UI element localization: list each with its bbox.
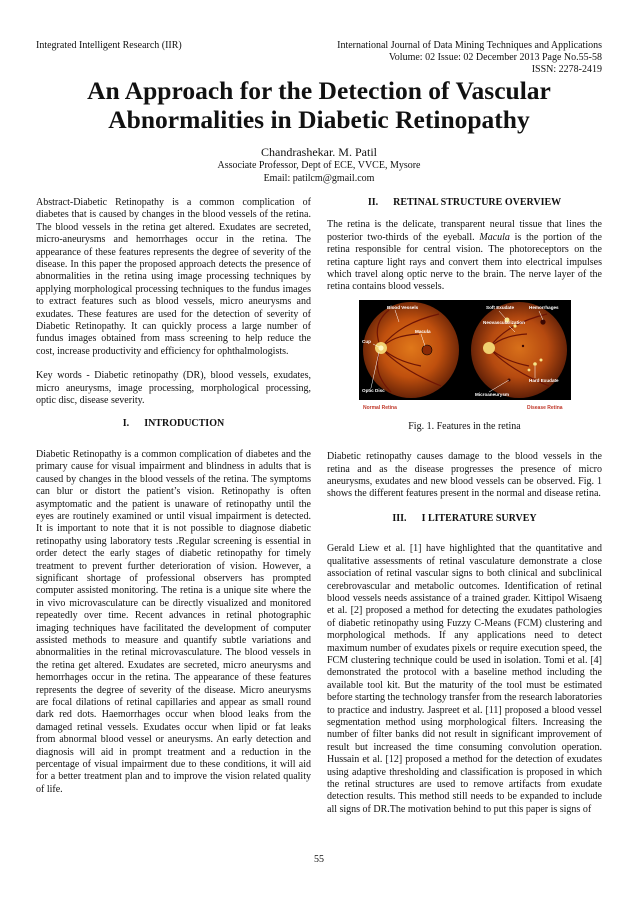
journal-issn: ISSN: 2278-2419 [531,64,602,75]
journal-volume: Volume: 02 Issue: 02 December 2013 Page No.55-58 [388,52,602,63]
label-optic-disc: Optic Disc [361,387,385,393]
page-number: 55 [314,854,324,865]
section-heading-literature-survey [327,513,602,525]
journal-info [272,40,602,76]
label-macula: Macula [414,328,431,334]
disease-optic-disc [483,342,495,354]
author-affiliation: Associate Professor, Dept of ECE, VVCE, Mysore [217,160,421,171]
section-number: III. [392,512,407,524]
paper-title: An Approach for the Detection of Vascular Abnormalities in Diabetic Retinopathy [87,76,551,134]
section-heading-retinal-structure [327,197,602,209]
section-heading-introduction [36,418,311,430]
section-title: I LITERATURE SURVEY [421,512,537,524]
section-number: I. [122,417,130,429]
retina-figure [359,300,571,413]
literature-survey-paragraph: Gerald Liew et al. [1] have highlighted that the quantitative and qualitative assessments of retinal vasculature demonstrate a close association of retinal vascular signs to both clinical and subclinical cerebrovascular and metabolic outcomes. Identification of retinal blood vessels needs assistance of a trained grader. Kittipol Wisaeng et al. [2] proposed a method for detecting the exudates pathologies of diabetic retinopathy using Fuzzy C-Means (FCM) clustering and morphological methods. If any applications need to detect maximum number of exudates pixels or require execution speed, the FCM clustering technique could be used in isolation. Tomi et al. [4] demonstrated the protocol with a baseline method including the available tool kit. But the maturity of the tool must be estimated before starting the technology transfer from the research laboratories to practice and industry. Jaspreet et al. [11] proposed a blood vessel segmentation method using morphological filters. Increasing the number of filter banks did not result in significant improvement of result but increased the time consuming convolution operation. Hussain et al. [12] proposed a method for the detection of exudates using adaptive thresholding and classification is proposed in which the retinal structures are used to remove artifacts from exudate detection results. This method still needs to be expanded to include all signs of DR.The motivation behind to put this paper is signs of [327,543,602,815]
author-block [0,145,638,185]
author-name: Chandrashekar. M. Patil [261,145,377,159]
left-column [36,197,311,796]
label-hemorrhages: Hemorrhages [528,304,559,310]
journal-name: International Journal of Data Mining Techniques and Applications [337,40,602,51]
keywords: Key words - Diabetic retinopathy (DR), blood vessels, exudates, micro aneurysms, image processing, morphological processing, optic disc, disease severity. [36,370,311,407]
right-column [327,197,602,816]
journal-publisher: Integrated Intelligent Research (IIR) [36,40,182,51]
abstract: Abstract-Diabetic Retinopathy is a common complication of diabetes that is caused by changes in the blood vessels of the retina. The blood vessels in the retina get altered. Exudates are secreted, micro-aneurysms and hemorrhages occur in the retina. The appearance of these features represents the degree of severity of the disease. In this paper the proposed approach detects the presence of abnormalities in the retina using image processing techniques by applying morphological processing techniques to the fundus images to extract features such as blood vessels, micro aneurysms and exudates. These features are used for the detection of severity of Diabetic Retinopathy. It can quickly process a large number of fundus images obtained from mass screening to help reduce the cost, increase productivity and efficiency for ophthalmologists. [36,197,311,357]
label-soft-exudate: Soft Exudate [485,304,514,310]
retina-paragraph: The retina is the delicate, transparent neural tissue that lines the posterior two-thirds of the eyeball. Macula is the portion of the retina responsible for central vision. The photoreceptors on the retina capture light rays and convert them into electrical impulses which travel along optic nerve to the brain. The nerve layer of the retina contains blood vessels. [327,219,603,293]
figure-caption: Fig. 1. Features in the retina [408,420,521,432]
label-blood-vessels: Blood Vessels [386,304,418,310]
label-microaneurysm: Microaneurysm [474,391,509,397]
label-normal-retina: Normal Retina [362,404,397,411]
cup-marker [378,345,383,350]
introduction-paragraph: Diabetic Retinopathy is a common complication of diabetes and the primary cause for visual impairment and blindness in adults that is caused by changes in the blood vessels of the retina. The symptoms can blur or distort the patient’s vision. Retinopathy is often asymptomatic and the patient is unaware of retinopathy until the eyes are routinely examined or until visual impairment is detected. It is important to note that it is not possible to diagnose diabetic retinopathy using laboratory tests .Regular screening is essential in order detect the early stages of diabetic retinopathy for timely treatment to prevent further deterioration of vision. However, a significant shortage of professional observers has prompted computer assisted monitoring. The retina is a unique site where the in vivo microvasculature can be directly visualized and monitored repeatedly over time. Recent advances in retinal photographic imaging techniques have facilitated the development of computer assisted methods to measure and quantify subtle variations and abnormalities in the retinal microvasculature. The blood vessels in the retina get altered. Exudates are secreted, micro aneurysms and hemorrhages occur in the retina. The appearance of these features represents the degree of severity of the disease. Micro aneurysms are focal dilations of retinal capillaries and appear as small round dark red dots. Haemorrhages occur when blood leaks from the damaged retinal vessels. Exudates occur when lipid or fat leaks from abnormal blood vessel or aneurysms. An early detection and diagnosis will aid in prompt treatment and a reduction in the percentage of visual impairment due to these conditions, it will aid for a better treatment plan and to improve the vision related quality of life. [36,448,311,795]
author-email: Email: patilcm@gmail.com [263,172,375,184]
label-cup: Cup [361,338,371,344]
macula-term: Macula [479,231,510,243]
label-hard-exudate: Hard Exudate [528,377,559,383]
diabetic-retinopathy-paragraph: Diabetic retinopathy causes damage to the blood vessels in the retina and as the disease progresses the presence of micro aneurysms, exudates and new blood vessels can be observed. Fig. 1 shows the different features present in the normal and disease retina. [327,451,602,500]
label-disease-retina: Disease Retina [526,404,563,411]
macula-marker [422,345,432,355]
section-title: INTRODUCTION [144,417,225,429]
section-title: RETINAL STRUCTURE OVERVIEW [393,197,562,208]
label-neovascularization: Neovascularization [482,319,525,325]
section-number: II. [367,197,379,208]
